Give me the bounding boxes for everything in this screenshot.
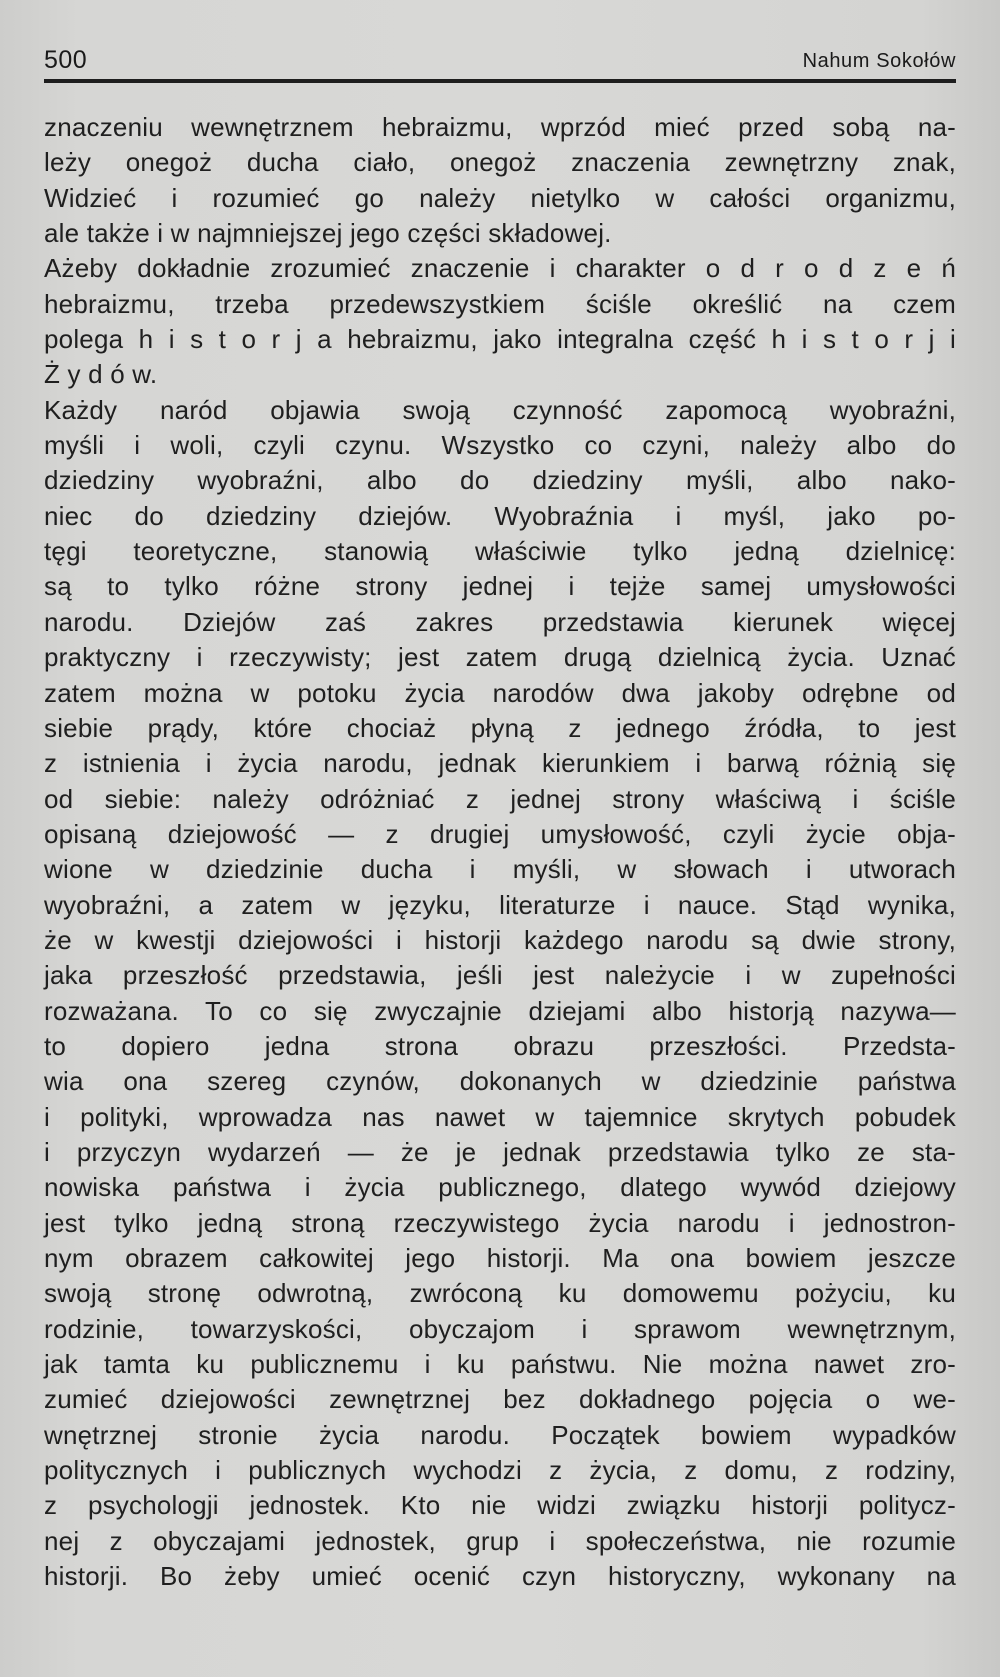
- text-line: wia ona szereg czynów, dokonanych w dziedzinie państwa: [44, 1066, 956, 1097]
- text-line: wione w dziedzinie ducha i myśli, w słowach i utworach: [44, 854, 956, 885]
- text-line: i przyczyn wydarzeń — że je jednak przedstawia tylko ze sta-: [44, 1136, 956, 1167]
- text-line: narodu. Dziejów zaś zakres przedstawia kierunek więcej: [44, 606, 956, 637]
- text-line: z psychologji jednostek. Kto nie widzi związku historji politycz-: [44, 1490, 956, 1521]
- text-line: leży onegoż ducha ciało, onegoż znaczenia zewnętrzny znak,: [44, 147, 956, 178]
- page-number: 500: [44, 46, 88, 74]
- text-line: wyobraźni, a zatem w języku, literaturze i nauce. Stąd wynika,: [44, 889, 956, 920]
- text-line: opisaną dziejowość — z drugiej umysłowość, czyli życie obja-: [44, 818, 956, 849]
- text-line: rozważana. To co się zwyczajnie dziejami albo historją nazywa—: [44, 995, 956, 1026]
- text-line: swoją stronę odwrotną, zwróconą ku domowemu pożyciu, ku: [44, 1278, 956, 1309]
- text-line: to dopiero jedna strona obrazu przeszłości. Przedsta-: [44, 1030, 956, 1061]
- text-line: hebraizmu, trzeba przedewszystkiem ściśle określić na czem: [44, 288, 956, 319]
- text-line: jak tamta ku publicznemu i ku państwu. Nie można nawet zro-: [44, 1349, 956, 1380]
- text-line: praktyczny i rzeczywisty; jest zatem drugą dzielnicą życia. Uznać: [44, 642, 956, 673]
- text-line: zatem można w potoku życia narodów dwa jakoby odrębne od: [44, 677, 956, 708]
- text-line: wnętrznej stronie życia narodu. Początek bowiem wypadków: [44, 1419, 956, 1450]
- text-line: tęgi teoretyczne, stanowią właściwie tylko jedną dzielnicę:: [44, 536, 956, 567]
- header-rule: [44, 79, 956, 83]
- text-line: są to tylko różne strony jednej i tejże samej umysłowości: [44, 571, 956, 602]
- text-line: politycznych i publicznych wychodzi z życia, z domu, z rodziny,: [44, 1455, 956, 1486]
- page-header: [44, 46, 956, 76]
- text-line: Ażeby dokładnie zrozumieć znaczenie i charakter o d r o d z e ń: [44, 253, 956, 284]
- text-line: siebie prądy, które chociaż płyną z jednego źródła, to jest: [44, 712, 956, 743]
- text-line: nej z obyczajami jednostek, grup i społeczeństwa, nie rozumie: [44, 1525, 956, 1556]
- text-line: znaczeniu wewnętrznem hebraizmu, wprzód mieć przed sobą na-: [44, 112, 956, 142]
- text-line: Każdy naród objawia swoją czynność zapomocą wyobraźni,: [44, 394, 956, 425]
- text-line: z istnienia i życia narodu, jednak kierunkiem i barwą różnią się: [44, 748, 956, 779]
- text-line: ale także i w najmniejszej jego części składowej.: [44, 218, 612, 249]
- text-line: i polityki, wprowadza nas nawet w tajemnice skrytych pobudek: [44, 1101, 956, 1132]
- text-line: historji. Bo żeby umieć ocenić czyn historyczny, wykonany na: [44, 1561, 956, 1592]
- running-head: Nahum Sokołów: [802, 50, 956, 72]
- text-line: nowiska państwa i życia publicznego, dlatego wywód dziejowy: [44, 1172, 956, 1203]
- text-line: zumieć dziejowości zewnętrznej bez dokładnego pojęcia o we-: [44, 1384, 956, 1415]
- text-line: od siebie: należy odróżniać z jednej strony właściwą i ściśle: [44, 783, 956, 814]
- text-line: rodzinie, towarzyskości, obyczajom i sprawom wewnętrznym,: [44, 1313, 956, 1344]
- text-line: Ż y d ó w.: [44, 359, 158, 390]
- text-line: polega h i s t o r j a hebraizmu, jako integralna część h i s t o r j i: [44, 324, 956, 355]
- text-line: dziedziny wyobraźni, albo do dziedziny myśli, albo nako-: [44, 465, 956, 496]
- body-text: [44, 110, 956, 1594]
- text-line: że w kwestji dziejowości i historji każdego narodu są dwie strony,: [44, 924, 956, 955]
- text-line: jaka przeszłość przedstawia, jeśli jest należycie i w zupełności: [44, 960, 956, 991]
- text-line: niec do dziedziny dziejów. Wyobraźnia i myśl, jako po-: [44, 500, 956, 531]
- text-line: nym obrazem całkowitej jego historji. Ma ona bowiem jeszcze: [44, 1243, 956, 1273]
- text-line: jest tylko jedną stroną rzeczywistego życia narodu i jednostron-: [44, 1207, 956, 1238]
- text-line: myśli i woli, czyli czynu. Wszystko co czyni, należy albo do: [44, 430, 956, 461]
- text-line: Widzieć i rozumieć go należy nietylko w całości organizmu,: [44, 182, 956, 213]
